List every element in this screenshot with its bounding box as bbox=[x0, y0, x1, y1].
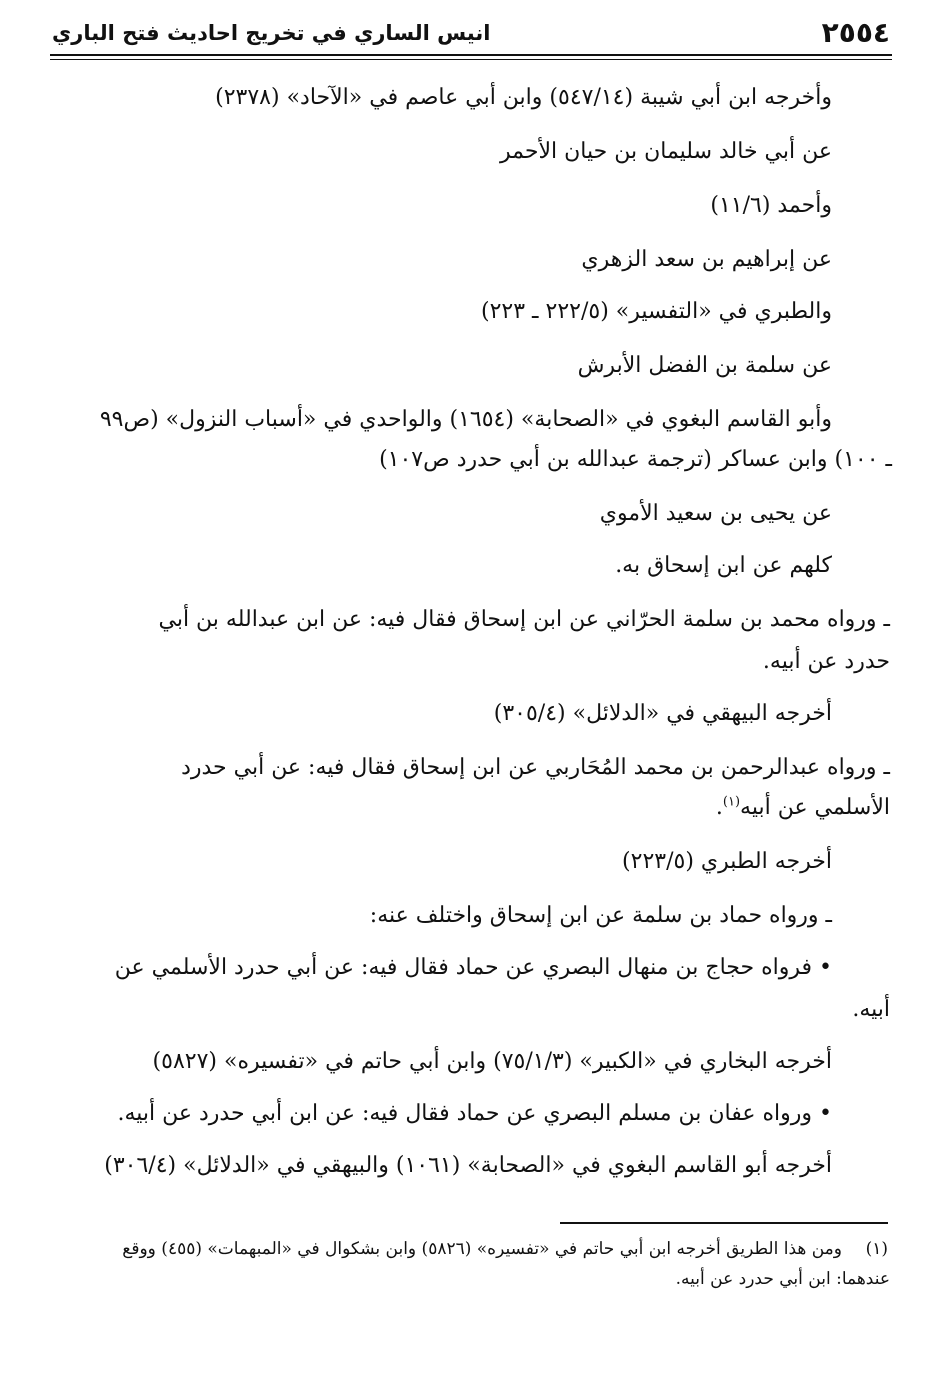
footnote-rule bbox=[560, 1222, 888, 1224]
text-line: أخرجه الطبري (٢٢٣/٥) bbox=[622, 849, 832, 874]
text-line: عن إبراهيم بن سعد الزهري bbox=[581, 247, 832, 272]
text-line: • فرواه حجاج بن منهال البصري عن حماد فقال فيه: عن أبي حدرد الأسلمي عن bbox=[114, 955, 832, 980]
text-line: أخرجه البيهقي في «الدلائل» (٣٠٥/٤) bbox=[493, 701, 832, 726]
text-line: ـ ١٠٠) وابن عساكر (ترجمة عبدالله بن أبي حدرد ص١٠٧) bbox=[379, 447, 892, 472]
text-line: عن أبي خالد سليمان بن حيان الأحمر bbox=[500, 139, 832, 164]
footnote-marker: (١) bbox=[722, 794, 741, 810]
text-line: عن سلمة بن الفضل الأبرش bbox=[577, 353, 832, 378]
text-line: أخرجه البخاري في «الكبير» (٧٥/١/٣) وابن أبي حاتم في «تفسيره» (٥٨٢٧) bbox=[152, 1049, 832, 1074]
text-segment: الأسلمي عن أبيه bbox=[740, 795, 890, 820]
footnote-number: (١) bbox=[865, 1239, 888, 1259]
text-segment: . bbox=[715, 795, 723, 820]
text-line: كلهم عن ابن إسحاق به. bbox=[615, 553, 832, 578]
text-line: ـ ورواه محمد بن سلمة الحرّاني عن ابن إسحاق فقال فيه: عن ابن عبدالله بن أبي bbox=[158, 607, 890, 632]
text-line: أبيه. bbox=[852, 997, 890, 1022]
page-header bbox=[50, 14, 892, 54]
text-line: • ورواه عفان بن مسلم البصري عن حماد فقال فيه: عن ابن أبي حدرد عن أبيه. bbox=[117, 1101, 832, 1126]
text-line: ـ ورواه عبدالرحمن بن محمد المُحَاربي عن ابن إسحاق فقال فيه: عن أبي حدرد bbox=[181, 755, 890, 780]
text-line: عن يحيى بن سعيد الأموي bbox=[599, 501, 832, 526]
footnote-line: عندهما: ابن أبي حدرد عن أبيه. bbox=[675, 1269, 890, 1289]
footnote-line: ومن هذا الطريق أخرجه ابن أبي حاتم في «تفسيره» (٥٨٢٦) وابن بشكوال في «المبهمات» (٤٥٥) ووقع bbox=[122, 1239, 842, 1259]
text-line: أخرجه أبو القاسم البغوي في «الصحابة» (١٠٦١) والبيهقي في «الدلائل» (٣٠٦/٤) bbox=[104, 1153, 832, 1178]
text-line: ـ ورواه حماد بن سلمة عن ابن إسحاق واختلف عنه: bbox=[369, 903, 832, 928]
text-line: وأخرجه ابن أبي شيبة (٥٤٧/١٤) وابن أبي عاصم في «الآحاد» (٢٣٧٨) bbox=[215, 85, 832, 110]
text-line: والطبري في «التفسير» (٢٢٢/٥ ـ ٢٢٣) bbox=[481, 299, 832, 324]
text-line: حدرد عن أبيه. bbox=[762, 649, 890, 674]
header-rule bbox=[50, 54, 892, 56]
text-line bbox=[716, 792, 890, 824]
text-line: وأبو القاسم البغوي في «الصحابة» (١٦٥٤) والواحدي في «أسباب النزول» (ص٩٩ bbox=[99, 407, 832, 432]
running-title: انيس الساري في تخريج احاديث فتح الباري bbox=[52, 21, 491, 45]
page-number: ٢٥٥٤ bbox=[821, 16, 890, 49]
text-line: وأحمد (١١/٦) bbox=[710, 193, 832, 218]
header-rule-thin bbox=[50, 59, 892, 60]
